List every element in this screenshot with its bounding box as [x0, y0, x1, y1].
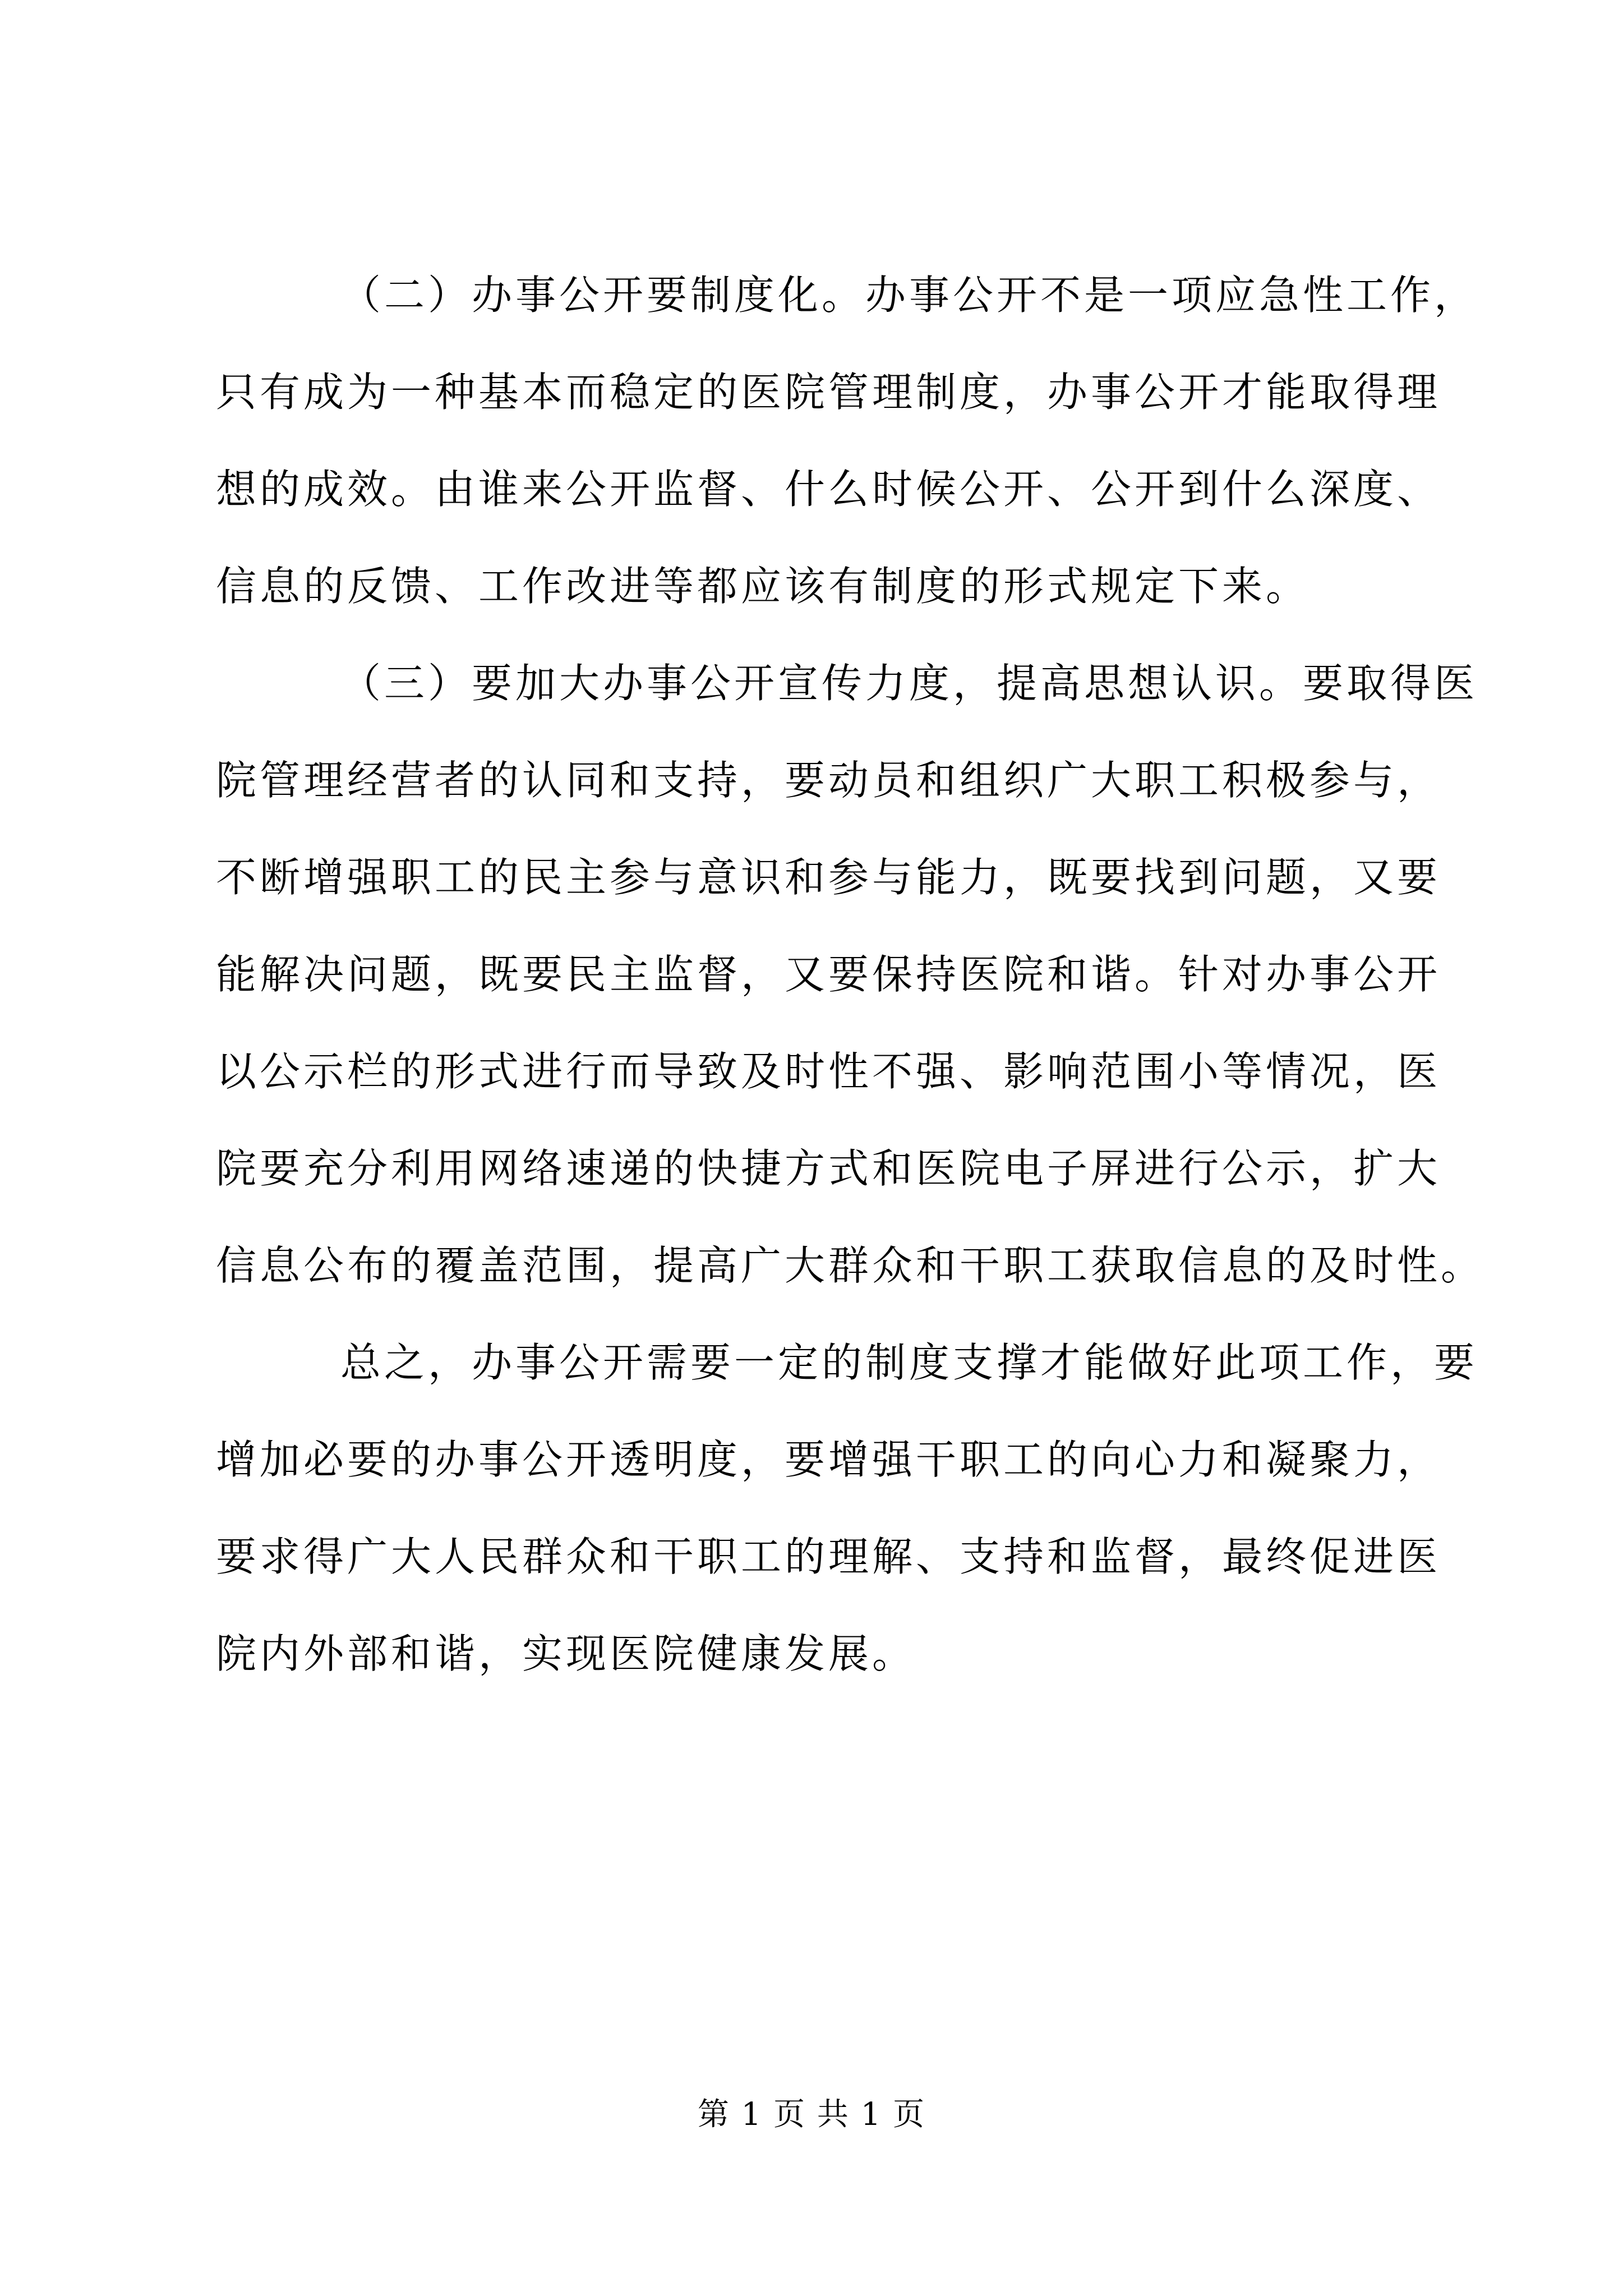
text-line: 院内外部和谐，实现医院健康发展。 [216, 1630, 916, 1677]
text-line: 总之，办事公开需要一定的制度支撑才能做好此项工作，要 [340, 1339, 1478, 1386]
text-line: （二）办事公开要制度化。办事公开不是一项应急性工作， [340, 272, 1478, 319]
text-line: 院要充分利用网络速递的快捷方式和医院电子屏进行公示，扩大 [216, 1145, 1441, 1192]
text-line: 只有成为一种基本而稳定的医院管理制度，办事公开才能取得理 [216, 369, 1441, 416]
page-number-label: 第 1 页 共 1 页 [697, 2096, 926, 2133]
paragraph-summary [216, 1314, 1478, 1703]
document-body [216, 247, 1485, 1703]
text-line: 院管理经营者的认同和支持，要动员和组织广大职工积极参与， [216, 757, 1441, 804]
text-line: （三）要加大办事公开宣传力度，提高思想认识。要取得医 [340, 660, 1478, 707]
text-line: 想的成效。由谁来公开监督、什么时候公开、公开到什么深度、 [216, 466, 1441, 513]
paragraph-3 [216, 635, 1485, 1314]
paragraph-2 [216, 247, 1478, 635]
text-line: 增加必要的办事公开透明度，要增强干职工的向心力和凝聚力， [216, 1436, 1441, 1483]
text-line: 能解决问题，既要民主监督，又要保持医院和谐。针对办事公开 [216, 951, 1441, 998]
text-line: 以公示栏的形式进行而导致及时性不强、影响范围小等情况，医 [216, 1048, 1441, 1095]
text-line: 信息的反馈、工作改进等都应该有制度的形式规定下来。 [216, 563, 1310, 610]
text-line: 要求得广大人民群众和干职工的理解、支持和监督，最终促进医 [216, 1533, 1441, 1580]
text-line: 不断增强职工的民主参与意识和参与能力，既要找到问题，又要 [216, 854, 1441, 901]
page-footer [0, 2095, 1623, 2134]
text-line: 信息公布的覆盖范围，提高广大群众和干职工获取信息的及时性。 [216, 1242, 1485, 1289]
